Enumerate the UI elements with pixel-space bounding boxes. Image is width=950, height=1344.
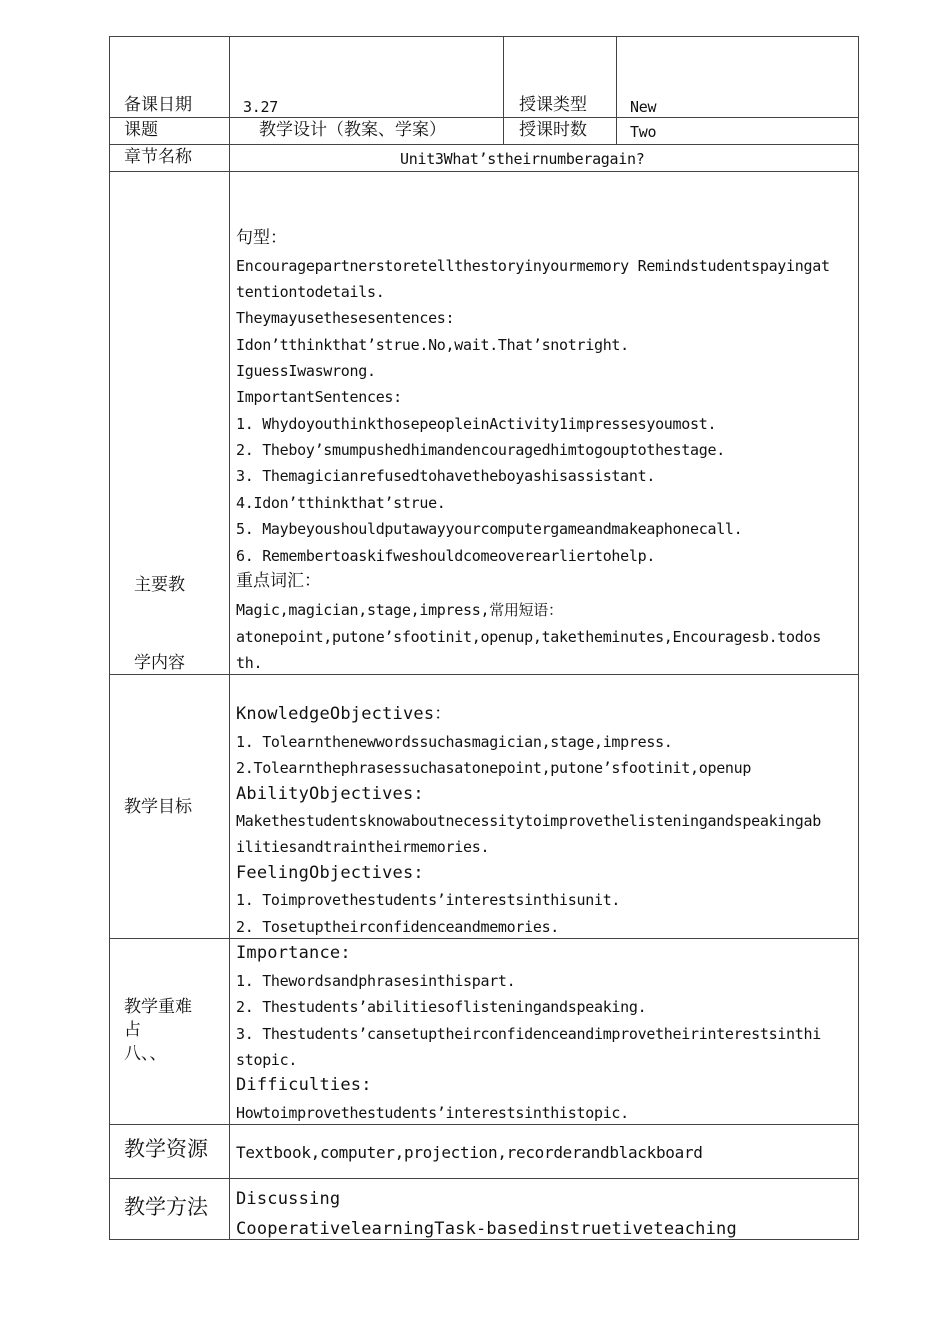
content-line: Encouragepartnerstoretellthestoryinyourmemory Remindstudentspayingat <box>236 257 830 275</box>
lesson-type-label: 授课类型 <box>519 95 587 115</box>
objective-line: Makethestudentsknowaboutnecessitytoimprovethelisteningandspeakingab <box>236 812 821 830</box>
topic-value: 教学设计（教案、学案） <box>259 120 446 140</box>
content-line: atonepoint,putone’sfootinit,openup,taketheminutes,Encouragesb.todos <box>236 628 821 646</box>
topic-label: 课题 <box>124 120 158 140</box>
content-line: tentiontodetails. <box>236 283 385 301</box>
objective-line: 2. Tosetuptheirconfidenceandmemories. <box>236 918 560 936</box>
objective-line: AbilityObjectives: <box>236 784 424 804</box>
content-label-line2: 学内容 <box>134 653 185 673</box>
content-label-line1: 主要教 <box>134 575 185 595</box>
lesson-type-value: New <box>630 98 657 116</box>
chapter-label: 章节名称 <box>124 147 192 167</box>
content-line: 4.Idon’tthinkthat’strue. <box>236 494 446 512</box>
difficulty-line: 2. Thestudents’abilitiesoflisteningandspeaking. <box>236 998 647 1016</box>
difficulty-line: Difficulties: <box>236 1075 372 1095</box>
periods-value: Two <box>630 123 657 141</box>
content-line: 2. Theboy’smumpushedhimandencouragedhimtogouptothestage. <box>236 441 725 459</box>
objective-line: 1. Toimprovethestudents’interestsinthisunit. <box>236 891 621 909</box>
difficulty-label-line3: 八、、 <box>124 1044 167 1064</box>
prep-date-label: 备课日期 <box>124 95 192 115</box>
difficulty-label-line1: 教学重难 <box>124 997 192 1017</box>
difficulty-line: stopic. <box>236 1051 298 1069</box>
objective-line: 2.Tolearnthephrasessuchasatonepoint,putone’sfootinit,openup <box>236 759 752 777</box>
resources-label: 教学资源 <box>124 1137 208 1161</box>
content-line: 5. Maybeyoushouldputawayyourcomputergameandmakeaphonecall. <box>236 520 743 538</box>
content-line: Magic,magician,stage,impress,常用短语： <box>236 601 563 619</box>
difficulty-label-line2: 占 <box>124 1020 141 1040</box>
content-line: 重点词汇： <box>236 571 321 591</box>
content-line: th. <box>236 654 263 672</box>
prep-date-value: 3.27 <box>243 98 278 116</box>
content-line: ImportantSentences: <box>236 388 402 406</box>
objective-line: FeelingObjectives: <box>236 863 424 883</box>
content-line: Idon’tthinkthat’strue.No,wait.That’snotright. <box>236 336 629 354</box>
periods-label: 授课时数 <box>519 120 587 140</box>
content-line: Theymayusethesesentences: <box>236 309 455 327</box>
difficulty-line: 1. Thewordsandphrasesinthispart. <box>236 972 516 990</box>
content-line: 6. Remembertoaskifweshouldcomeoverearliertohelp. <box>236 547 656 565</box>
objective-line: ilitiesandtraintheirmemories. <box>236 838 490 856</box>
objective-line: 1. Tolearnthenewwordssuchasmagician,stage,impress. <box>236 733 673 751</box>
chapter-title: Unit3What’stheirnumberagain? <box>400 150 645 168</box>
methods-line1: Discussing <box>236 1189 341 1209</box>
methods-line2: CooperativelearningTask-basedinstruetiveteaching <box>236 1219 737 1239</box>
difficulty-line: Importance: <box>236 943 351 963</box>
content-line: IguessIwaswrong. <box>236 362 376 380</box>
objectives-label: 教学目标 <box>124 797 192 817</box>
resources-value: Textbook,computer,projection,recorderandblackboard <box>236 1143 703 1162</box>
methods-label: 教学方法 <box>124 1195 208 1219</box>
content-line: 句型： <box>236 228 287 248</box>
difficulty-line: Howtoimprovethestudents’interestsinthistopic. <box>236 1104 629 1122</box>
content-line: 1. WhydoyouthinkthosepeopleinActivity1impressesyoumost. <box>236 415 717 433</box>
content-line: 3. Themagicianrefusedtohavetheboyashisassistant. <box>236 467 656 485</box>
objective-line: KnowledgeObjectives： <box>236 704 452 724</box>
difficulty-line: 3. Thestudents’cansetuptheirconfidenceandimprovetheirinterestsinthi <box>236 1025 821 1043</box>
